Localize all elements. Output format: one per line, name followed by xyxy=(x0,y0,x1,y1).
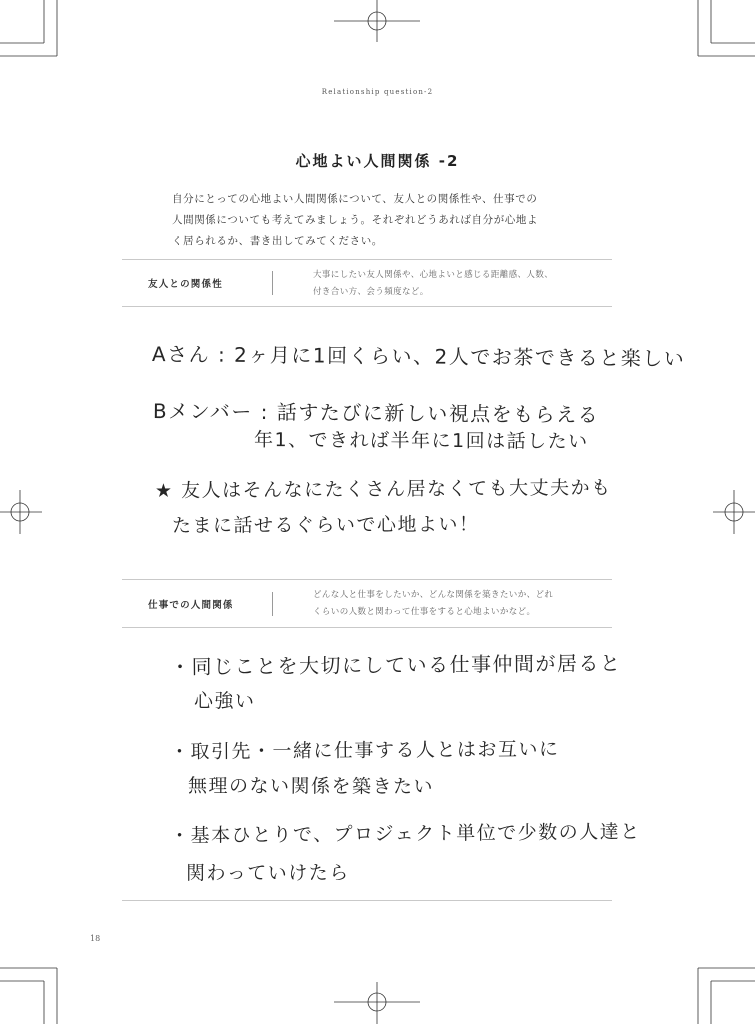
handwritten-line: 無理のない関係を築きたい xyxy=(187,775,435,798)
section-description-friends xyxy=(313,267,603,301)
page-title: 心地よい人間関係 -2 xyxy=(295,152,460,170)
handwritten-line: 関わっていけたら xyxy=(186,862,350,884)
handwritten-line: ★ 友人はそんなにたくさん居なくても大丈夫かも xyxy=(154,476,612,502)
description-line: くらいの人数と関わって仕事をすると心地よいかなど。 xyxy=(313,607,536,617)
section-divider xyxy=(272,271,273,295)
section-top-rule xyxy=(122,259,612,260)
handwritten-line: ・基本ひとりで、プロジェクト単位で少数の人達と xyxy=(169,820,641,847)
handwritten-line: Bメンバー : 話すたびに新しい視点をもらえる xyxy=(152,399,600,427)
section-bottom-rule xyxy=(122,306,612,307)
bottom-rule xyxy=(122,900,612,901)
section-description-work xyxy=(313,587,603,621)
page-number: 18 xyxy=(90,934,101,943)
handwritten-line: たまに話せるぐらいで心地よい！ xyxy=(171,513,480,537)
section-title-friends: 友人との関係性 xyxy=(148,279,223,290)
description-line: どんな人と仕事をしたいか、どんな関係を築きたいか、どれ xyxy=(313,590,554,600)
intro-line: く居られるか、書き出してみてください。 xyxy=(172,235,383,247)
section-bottom-rule xyxy=(122,627,612,628)
handwritten-line: ・同じことを大切にしている仕事仲間が居ると xyxy=(169,651,622,679)
handwritten-line: Aさん : 2ヶ月に1回くらい、2人でお茶できると楽しい xyxy=(151,342,686,371)
description-line: 大事にしたい友人関係や、心地よいと感じる距離感、人数、 xyxy=(313,270,554,280)
intro-line: 自分にとっての心地よい人間関係について、友人との関係性や、仕事での xyxy=(172,193,538,205)
section-top-rule xyxy=(122,579,612,580)
intro-text xyxy=(172,189,592,252)
section-divider xyxy=(272,592,273,616)
handwritten-line: 心強い xyxy=(194,690,256,712)
handwritten-line: 年1、できれば半年に1回は話したい xyxy=(253,429,589,453)
handwritten-line: ・取引先・一緒に仕事する人とはお互いに xyxy=(169,738,560,763)
running-head: Relationship question-2 xyxy=(321,88,434,96)
section-title-work: 仕事での人間関係 xyxy=(148,600,234,611)
description-line: 付き合い方、会う頻度など。 xyxy=(313,287,429,297)
intro-line: 人間関係についても考えてみましょう。それぞれどうあれば自分が心地よ xyxy=(172,214,539,226)
